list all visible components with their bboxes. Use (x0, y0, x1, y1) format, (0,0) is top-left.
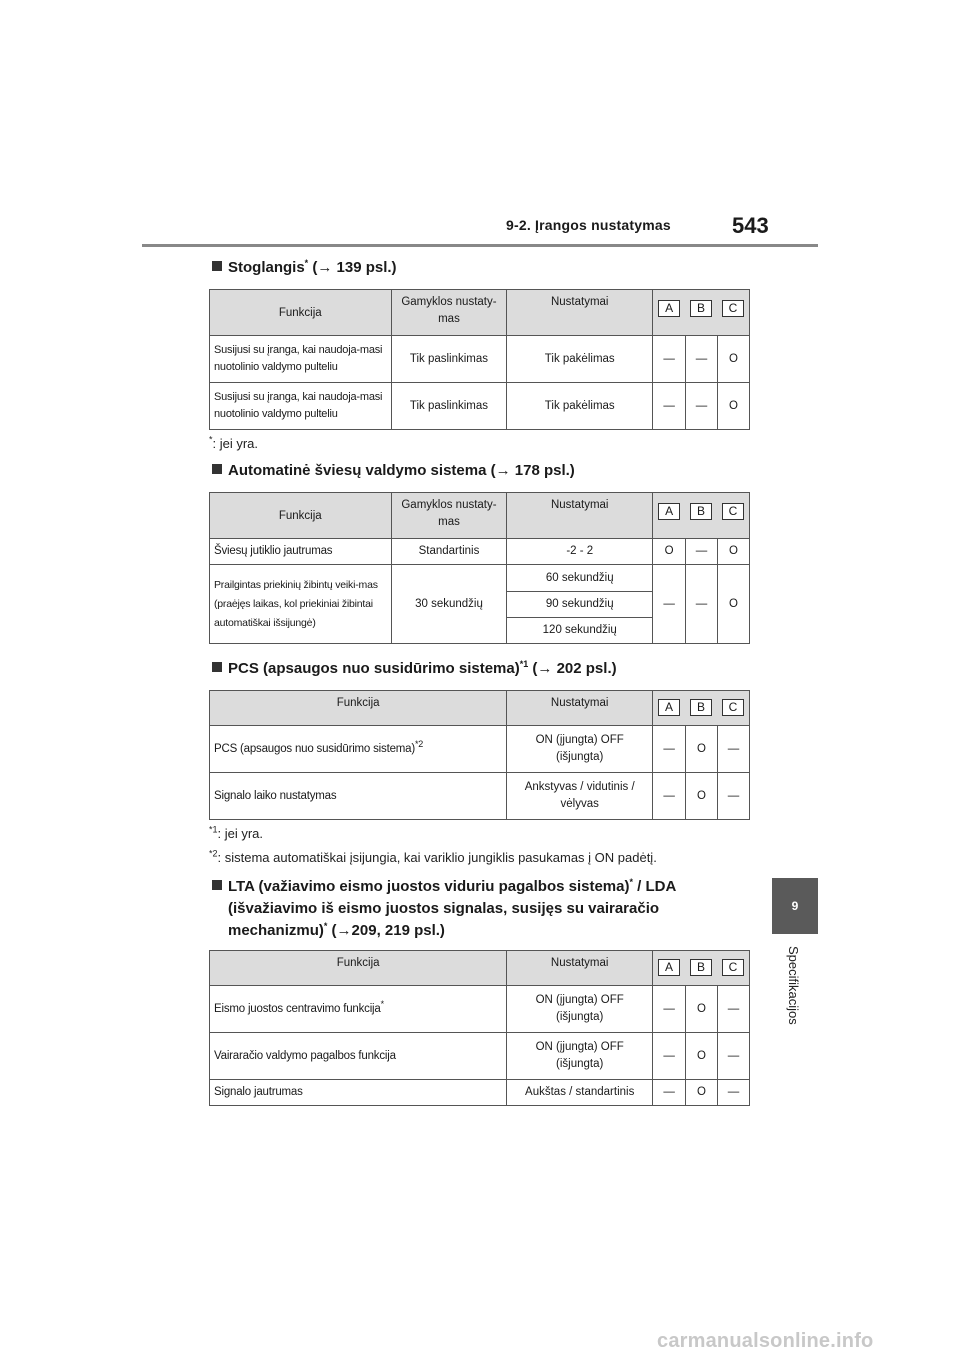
letter-c-box: C (722, 699, 744, 716)
section-heading-pcs (212, 658, 617, 680)
col-header-nustatymai: Nustatymai (507, 951, 653, 986)
cell-funkcija-text: Vairaračio valdymo pagalbos funkcija (214, 1049, 396, 1062)
cell-nustatymai: ON (įjungta) OFF (išjungta) (507, 986, 653, 1033)
watermark: carmanualsonline.info (657, 1330, 874, 1352)
table-row (210, 1080, 750, 1106)
cell-funkcija (210, 1080, 507, 1106)
cell-b: O (686, 726, 718, 773)
chapter-number: 9 (791, 899, 799, 913)
heading-sup: * (323, 921, 328, 931)
cell-funkcija (210, 1033, 507, 1080)
col-header-funkcija: Funkcija (210, 290, 392, 336)
cell-sup: *2 (414, 738, 424, 749)
cell-funkcija (210, 773, 507, 820)
footnote-mark: * (209, 434, 213, 445)
pcs-settings-table (209, 690, 750, 820)
heading-text: Automatinė šviesų valdymo sistema (228, 462, 487, 479)
footnote-pcs-2 (209, 850, 657, 865)
cell-c: O (718, 565, 750, 644)
letter-a-box: A (658, 300, 680, 317)
letter-a-box: A (658, 959, 680, 976)
col-header-nustatymai: Nustatymai (507, 493, 653, 539)
cell-funkcija-text: PCS (apsaugos nuo susidūrimo sistema) (214, 742, 415, 755)
heading-ref: (→ 139 psl.) (308, 259, 397, 276)
cell-a: — (653, 1080, 686, 1106)
heading-text: LTA (važiavimo eismo juostos viduriu pagalbos sistema) (228, 878, 630, 895)
heading-sup: *1 (519, 659, 529, 669)
letter-c-box: C (722, 959, 744, 976)
cell-funkcija-text: Eismo juostos centravimo funkcija (214, 1002, 381, 1015)
section-heading-lta (212, 876, 676, 942)
cell-nustatymai: -2 - 2 (507, 539, 653, 565)
chapter-tab (772, 878, 818, 934)
cell-a: — (653, 383, 686, 430)
col-header-nustatymai: Nustatymai (507, 290, 653, 336)
cell-c: O (718, 539, 750, 565)
square-bullet-icon (212, 662, 222, 672)
heading-tail: / LDA (633, 878, 677, 895)
cell-funkcija: Prailgintas priekinių žibintų veiki-mas (praėjęs laikas, kol priekiniai žibintai automatiškai išsijungė) (210, 565, 392, 644)
cell-a: — (653, 726, 686, 773)
letter-b-box: B (690, 503, 712, 520)
page-header-title: 9-2. Įrangos nustatymas (506, 217, 671, 233)
cell-gamyklos: Tik paslinkimas (391, 336, 507, 383)
cell-a: — (653, 1033, 686, 1080)
footnote-text: : jei yra. (217, 826, 264, 841)
cell-a: — (653, 986, 686, 1033)
header-rule (142, 244, 818, 247)
cell-b: — (686, 336, 718, 383)
heading-ref: (→ 202 psl.) (528, 660, 617, 677)
square-bullet-icon (212, 880, 222, 890)
cell-funkcija (210, 986, 507, 1033)
cell-option: 90 sekundžių (507, 592, 653, 618)
cell-c: — (718, 1080, 750, 1106)
cell-c: — (718, 1033, 750, 1080)
footnote-mark: *2 (209, 848, 218, 859)
heading-sup: * (304, 258, 309, 268)
table-row (210, 565, 750, 592)
heading-line2: (išvažiavimo iš eismo juostos signalas, susijęs su vairaračio (228, 900, 660, 917)
heading-sup: * (629, 877, 633, 887)
cell-funkcija-text: Signalo jautrumas (214, 1086, 303, 1098)
letter-c-box: C (722, 300, 744, 317)
heading-ref: (→209, 219 psl.) (327, 922, 445, 939)
cell-gamyklos: Standartinis (391, 539, 507, 565)
sunroof-settings-table (209, 289, 750, 430)
cell-gamyklos: 30 sekundžių (391, 565, 507, 644)
cell-funkcija-text: Signalo laiko nustatymas (214, 789, 337, 802)
heading-text: PCS (apsaugos nuo susidūrimo sistema) (228, 660, 520, 677)
letter-a-box: A (658, 699, 680, 716)
letter-b-box: B (690, 959, 712, 976)
lta-settings-table (209, 950, 750, 1106)
cell-option: 120 sekundžių (507, 618, 653, 644)
col-header-funkcija: Funkcija (210, 493, 392, 539)
cell-funkcija: Susijusi su įranga, kai naudoja-masi nuotolinio valdymo pulteliu (210, 383, 392, 430)
cell-a: — (653, 336, 686, 383)
letter-b-box: B (690, 300, 712, 317)
cell-b: — (686, 383, 718, 430)
letter-c-box: C (722, 503, 744, 520)
square-bullet-icon (212, 464, 222, 474)
letter-b-box: B (690, 699, 712, 716)
col-header-letters (653, 691, 750, 726)
cell-nustatymai: Tik pakėlimas (507, 383, 653, 430)
table-row (210, 726, 750, 773)
cell-b: O (686, 986, 718, 1033)
table-row (210, 1033, 750, 1080)
cell-a: — (653, 773, 686, 820)
cell-option: 60 sekundžių (507, 565, 653, 592)
heading-text: Stoglangis (228, 259, 305, 276)
cell-c: O (718, 336, 750, 383)
col-header-gamyklos: Gamyklos nustaty-mas (391, 493, 507, 539)
cell-b: — (686, 565, 718, 644)
col-header-gamyklos: Gamyklos nustaty-mas (391, 290, 507, 336)
cell-a: O (653, 539, 686, 565)
cell-nustatymai: ON (įjungta) OFF (išjungta) (507, 726, 653, 773)
cell-gamyklos: Tik paslinkimas (391, 383, 507, 430)
col-header-funkcija: Funkcija (210, 691, 507, 726)
table-row (210, 336, 750, 383)
footnote-sunroof (209, 436, 258, 451)
table-row (210, 986, 750, 1033)
cell-b: O (686, 1033, 718, 1080)
table-row (210, 383, 750, 430)
cell-c: — (718, 986, 750, 1033)
col-header-nustatymai: Nustatymai (507, 691, 653, 726)
cell-nustatymai: Tik pakėlimas (507, 336, 653, 383)
heading-line3-text: mechanizmu) (228, 922, 324, 939)
footnote-text: : sistema automatiškai įsijungia, kai variklio jungiklis pasukamas į ON padėtį. (217, 850, 657, 865)
square-bullet-icon (212, 261, 222, 271)
page-number: 543 (732, 213, 769, 238)
col-header-letters (653, 290, 750, 336)
col-header-funkcija: Funkcija (210, 951, 507, 986)
cell-b: O (686, 1080, 718, 1106)
cell-sup: * (380, 998, 384, 1009)
chapter-label (781, 946, 809, 1046)
col-header-letters (653, 493, 750, 539)
chapter-label-text: Specifikacijos (786, 946, 801, 1025)
footnote-pcs-1 (209, 826, 263, 841)
table-row (210, 773, 750, 820)
cell-funkcija (210, 726, 507, 773)
lights-settings-table (209, 492, 750, 644)
col-header-letters (653, 951, 750, 986)
cell-nustatymai: Ankstyvas / vidutinis / vėlyvas (507, 773, 653, 820)
cell-c: — (718, 773, 750, 820)
cell-nustatymai: Aukštas / standartinis (507, 1080, 653, 1106)
cell-c: O (718, 383, 750, 430)
section-heading-lights (212, 460, 575, 482)
cell-a: — (653, 565, 686, 644)
cell-nustatymai: ON (įjungta) OFF (išjungta) (507, 1033, 653, 1080)
section-heading-sunroof (212, 257, 397, 279)
cell-b: — (686, 539, 718, 565)
footnote-mark: *1 (209, 824, 218, 835)
heading-line3 (212, 920, 676, 942)
heading-ref: (→ 178 psl.) (486, 462, 575, 479)
footnote-text: : jei yra. (212, 436, 259, 451)
cell-b: O (686, 773, 718, 820)
cell-funkcija: Susijusi su įranga, kai naudoja-masi nuotolinio valdymo pulteliu (210, 336, 392, 383)
cell-funkcija: Šviesų jutiklio jautrumas (210, 539, 392, 565)
table-row (210, 539, 750, 565)
cell-c: — (718, 726, 750, 773)
letter-a-box: A (658, 503, 680, 520)
